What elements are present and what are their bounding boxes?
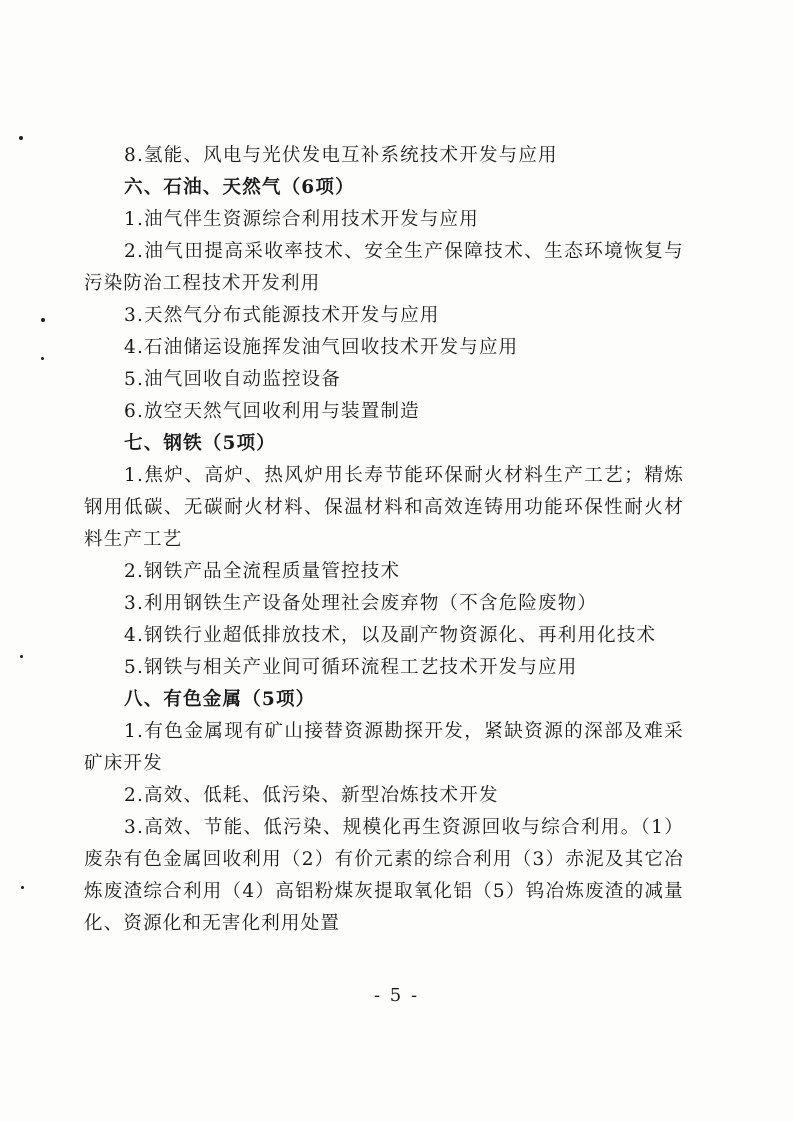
list-item: 5.钢铁与相关产业间可循环流程工艺技术开发与应用	[124, 657, 578, 678]
scan-speck	[21, 886, 24, 889]
page-number: - 5 -	[373, 985, 420, 1006]
list-item: 2.钢铁产品全流程质量管控技术	[124, 561, 401, 582]
list-item: 2.油气田提高采收率技术、安全生产保障技术、生态环境恢复与污染防治工程技术开发利用	[84, 241, 684, 294]
section-heading: 八、有色金属（5项）	[124, 689, 316, 710]
section-heading: 七、钢铁（5项）	[124, 433, 276, 454]
list-item: 6.放空天然气回收利用与装置制造	[124, 401, 420, 422]
scan-speck	[20, 655, 23, 658]
list-item: 4.钢铁行业超低排放技术，以及副产物资源化、再利用化技术	[124, 625, 657, 646]
scan-speck	[41, 357, 44, 360]
list-item: 3.高效、节能、低污染、规模化再生资源回收与综合利用。（1）废杂有色金属回收利用（2）有价元素的综合利用（3）赤泥及其它冶炼废渣综合利用（4）高铝粉煤灰提取氧化铝（5）钨冶炼废渣的减量化、资源化和无害化利用处置	[84, 817, 684, 934]
list-item: 3.利用钢铁生产设备处理社会废弃物（不含危险废物）	[124, 593, 598, 614]
list-item: 3.天然气分布式能源技术开发与应用	[124, 305, 440, 326]
list-item: 4.石油储运设施挥发油气回收技术开发与应用	[124, 337, 519, 358]
list-item: 5.油气回收自动监控设备	[124, 369, 342, 390]
document-body	[84, 140, 684, 940]
scan-speck	[41, 318, 45, 322]
section-heading: 六、石油、天然气（6项）	[124, 177, 355, 198]
list-item: 1.焦炉、高炉、热风炉用长寿节能环保耐火材料生产工艺；精炼钢用低碳、无碳耐火材料、保温材料和高效连铸用功能环保性耐火材料生产工艺	[84, 465, 684, 550]
scan-speck	[19, 136, 23, 140]
list-item: 8.氢能、风电与光伏发电互补系统技术开发与应用	[124, 145, 558, 166]
list-item: 1.有色金属现有矿山接替资源勘探开发，紧缺资源的深部及难采矿床开发	[84, 721, 684, 774]
list-item: 1.油气伴生资源综合利用技术开发与应用	[124, 209, 479, 230]
list-item: 2.高效、低耗、低污染、新型冶炼技术开发	[124, 785, 499, 806]
